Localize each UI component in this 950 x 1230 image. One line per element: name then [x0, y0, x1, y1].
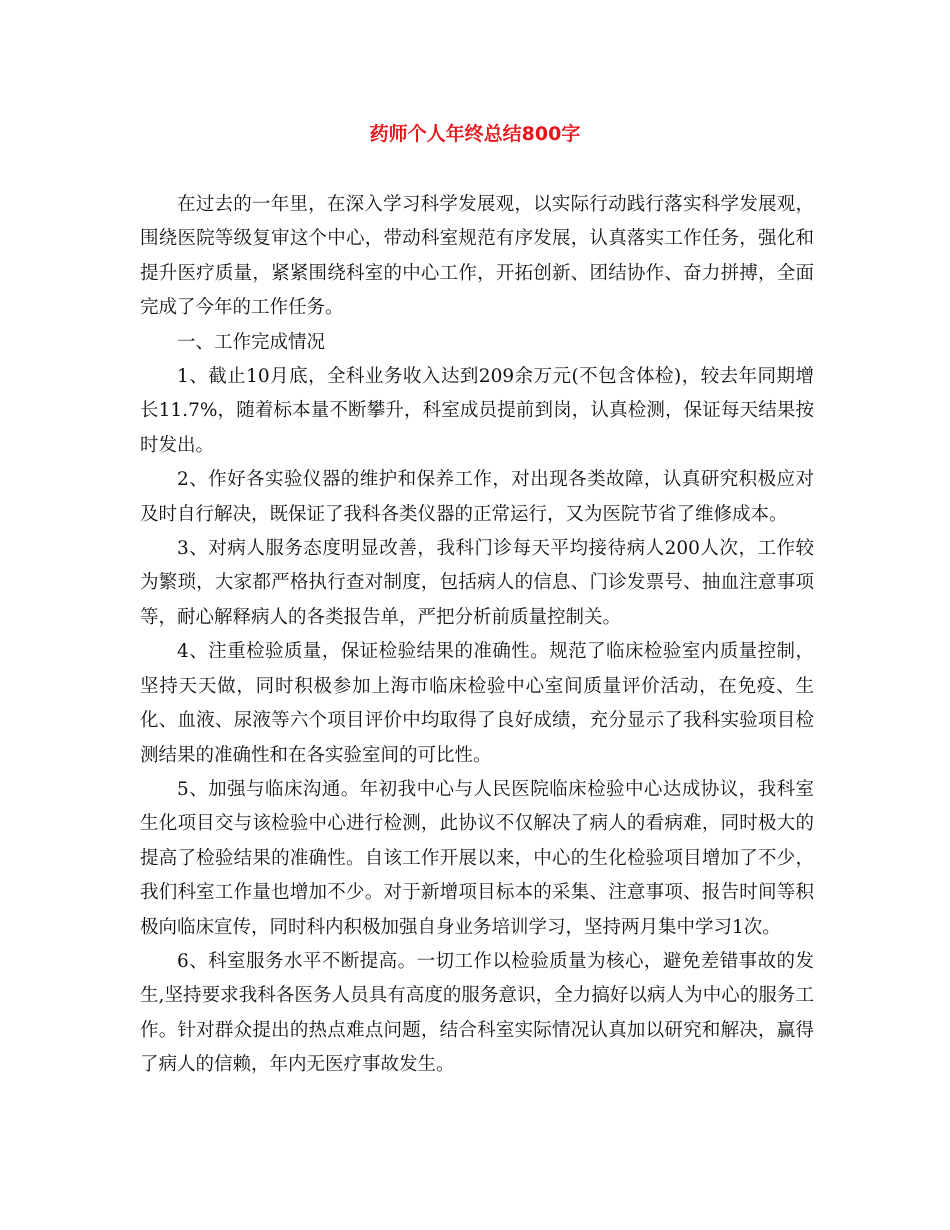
- item-paragraph-4: 4、注重检验质量，保证检验结果的准确性。规范了临床检验室内质量控制，坚持天天做，同时积极参加上海市临床检验中心室间质量评价活动，在免疫、生化、血液、尿液等六个项目评价中均取得了良好成绩，充分显示了我科实验项目检测结果的准确性和在各实验室间的可比性。: [140, 641, 814, 766]
- item-paragraph-6: 6、科室服务水平不断提高。一切工作以检验质量为核心，避免差错事故的发生,坚持要求我科各医务人员具有高度的服务意识，全力搞好以病人为中心的服务工作。针对群众提出的热点难点问题，结合科室实际情况认真加以研究和解决，赢得了病人的信赖，年内无医疗事故发生。: [140, 950, 814, 1076]
- intro-paragraph: 在过去的一年里，在深入学习科学发展观，以实际行动践行落实科学发展观，围绕医院等级复审这个中心，带动科室规范有序发展，认真落实工作任务，强化和提升医疗质量，紧紧围绕科室的中心工作，开拓创新、团结协作、奋力拼搏，全面完成了今年的工作任务。: [140, 194, 814, 319]
- section-heading: 一、工作完成情况: [177, 331, 326, 353]
- item-paragraph-5: 5、加强与临床沟通。年初我中心与人民医院临床检验中心达成协议，我科室生化项目交与该检验中心进行检测，此协议不仅解决了病人的看病难，同时极大的提高了检验结果的准确性。自该工作开展以来，中心的生化检验项目增加了不少，我们科室工作量也增加不少。对于新增项目标本的采集、注意事项、报告时间等积极向临床宣传，同时科内积极加强自身业务培训学习，坚持两月集中学习1次。: [140, 778, 814, 938]
- document-body: [140, 188, 814, 1083]
- item-paragraph-1: 1、截止10月底，全科业务收入达到209余万元(不包含体检)，较去年同期增长11.7%，随着标本量不断攀升，科室成员提前到岗，认真检测，保证每天结果按时发出。: [140, 366, 814, 456]
- document-title: 药师个人年终总结800字: [369, 123, 581, 145]
- item-paragraph-2: 2、作好各实验仪器的维护和保养工作，对出现各类故障，认真研究积极应对及时自行解决，既保证了我科各类仪器的正常运行，又为医院节省了维修成本。: [140, 469, 814, 525]
- item-paragraph-3: 3、对病人服务态度明显改善，我科门诊每天平均接待病人200人次，工作较为繁琐，大家都严格执行查对制度，包括病人的信息、门诊发票号、抽血注意事项等，耐心解释病人的各类报告单，严把分析前质量控制关。: [140, 538, 814, 628]
